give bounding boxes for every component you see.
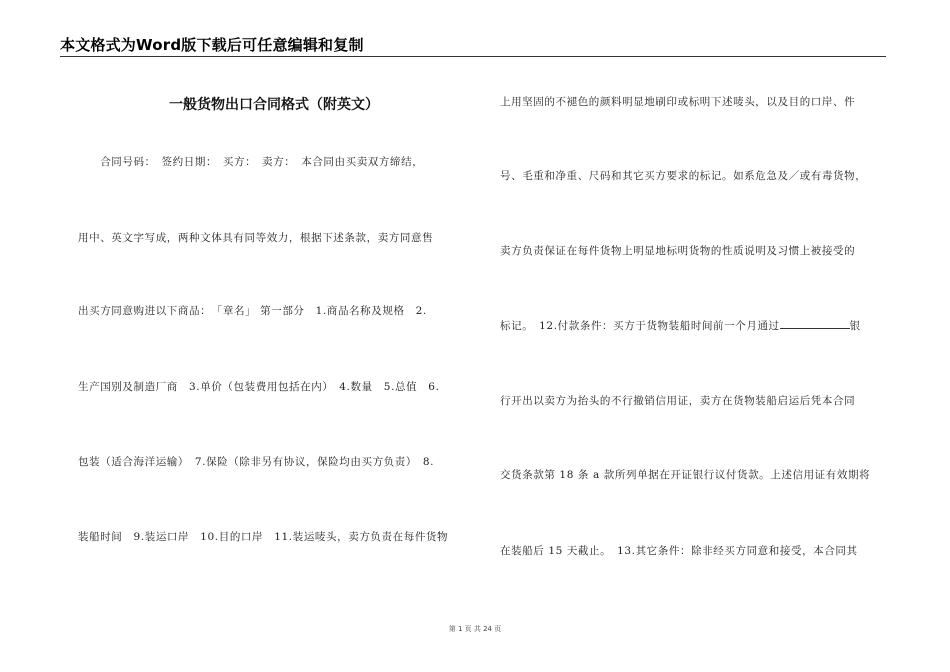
- right-line-3: 卖方负责保证在每件货物上明显地标明货物的性质说明及习惯上被接受的: [500, 245, 856, 257]
- left-line-4: 生产国别及制造厂商 3.单价（包装费用包括在内） 4.数量 5.总值 6.: [78, 381, 440, 393]
- banner-divider: [60, 56, 886, 57]
- right-line-7: 在装船后 15 天截止。 13.其它条件：除非经买方同意和接受，本合同其: [500, 545, 858, 557]
- right-line-5: 行开出以卖方为抬头的不行撤销信用证，卖方在货物装船启运后凭本合同: [500, 395, 856, 407]
- right-line-4: [500, 318, 861, 333]
- left-line-6: 装船时间 9.装运口岸 10.目的口岸 11.装运唛头，卖方负责在每件货物: [78, 531, 449, 543]
- page-footer: 第 1 页 共 24 页: [448, 625, 502, 633]
- fill-in-blank: [780, 319, 850, 329]
- right-line-4-text: 标记。 12.付款条件：买方于货物装船时间前一个月通过: [500, 320, 780, 332]
- left-line-3: 出买方同意购进以下商品： 「章名」 第一部分 1.商品名称及规格 2.: [78, 305, 427, 317]
- right-line-4-tail: 银: [849, 320, 861, 332]
- left-line-5: 包装（适合海洋运输） 7.保险（除非另有协议，保险均由买方负责） 8.: [78, 456, 435, 468]
- document-title: 一般货物出口合同格式（附英文）: [169, 97, 379, 113]
- right-line-1: 上用坚固的不褪色的颜料明显地刷印或标明下述唛头，以及目的口岸、件: [500, 96, 856, 108]
- document-banner: 本文格式为Word版下载后可任意编辑和复制: [60, 36, 364, 54]
- left-line-2: 用中、英文字写成，两种文体具有同等效力，根据下述条款，卖方同意售: [78, 232, 434, 244]
- right-line-2: 号、毛重和净重、尺码和其它买方要求的标记。如系危急及／或有毒货物，: [500, 170, 867, 182]
- left-line-1: 合同号码： 签约日期： 买方： 卖方： 本合同由买卖双方缔结，: [78, 156, 424, 168]
- right-line-6: 交货条款第 18 条 a 款所列单据在开证银行议付货款。上述信用证有效期将: [500, 469, 871, 481]
